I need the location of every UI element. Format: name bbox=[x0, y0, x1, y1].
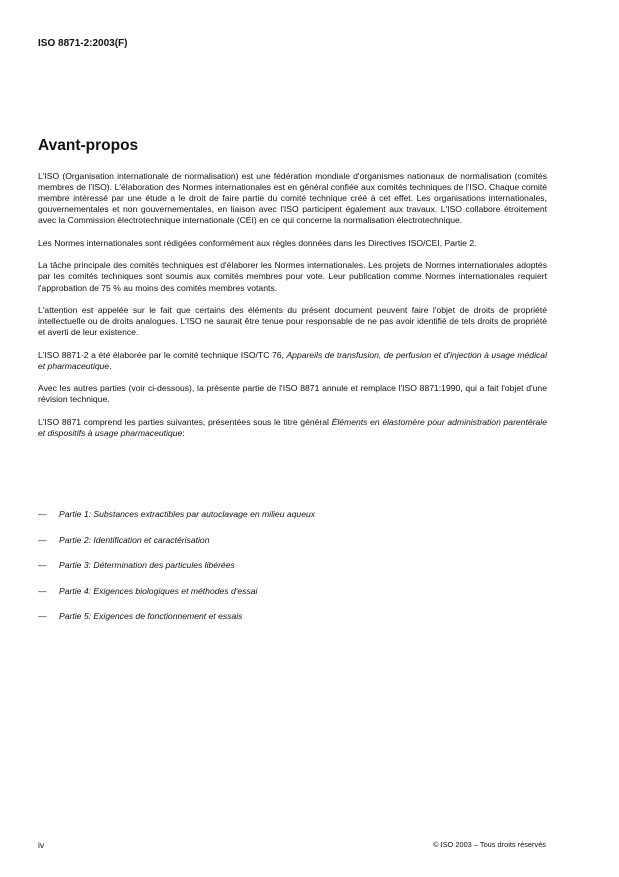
list-item bbox=[38, 586, 547, 612]
paragraph-parts-intro bbox=[38, 417, 547, 439]
parts-intro-end: : bbox=[182, 427, 185, 438]
list-item bbox=[38, 560, 547, 586]
copyright-notice: © ISO 2003 – Tous droits réservés bbox=[433, 840, 546, 849]
page-title: Avant-propos bbox=[38, 137, 139, 154]
list-item bbox=[38, 535, 547, 561]
foreword-body bbox=[38, 171, 547, 450]
paragraph-patent-rights: L'attention est appelée sur le fait que certains des éléments du présent document peuvent faire l'objet de droits de propriété intellectuelle ou de droits analogues. L'ISO ne saurait être tenue pour responsable de ne pas avoir identifié de tels droits de propriété et averti de leur existence. bbox=[38, 305, 547, 338]
parts-list bbox=[38, 509, 547, 637]
part-label: Partie 3: Détermination des particules libérées bbox=[59, 560, 235, 570]
paragraph-replaces: Avec les autres parties (voir ci-dessous), la présente partie de l'ISO 8871 annule et remplace l'ISO 8871:1990, qui a fait l'objet d'une révision technique. bbox=[38, 383, 547, 405]
paragraph-prepared-by bbox=[38, 350, 547, 372]
page-number: iv bbox=[38, 840, 45, 850]
paragraph-directives: Les Normes internationales sont rédigées conformément aux règles données dans les Directives ISO/CEI, Partie 2. bbox=[38, 237, 477, 248]
paragraph-technical-committees: La tâche principale des comités techniques est d'élaborer les Normes internationales. Les projets de Normes internationales adoptés par les comités techniques sont soumis aux comités membres pour vote. Leur publication comme Normes internationales requiert l'approbation de 75 % au moins des comités membres votants. bbox=[38, 260, 547, 293]
part-label: Partie 1: Substances extractibles par autoclavage en milieu aqueux bbox=[59, 509, 316, 519]
em-dash-bullet: — bbox=[38, 509, 47, 519]
part-label: Partie 4: Exigences biologiques et méthodes d'essai bbox=[59, 585, 258, 596]
paragraph-iso-organisation: L'ISO (Organisation internationale de normalisation) est une fédération mondiale d'organismes nationaux de normalisation (comités membres de l'ISO). L'élaboration des Normes internationales est en général confiée aux comités techniques de l'ISO. Chaque comité membre intéressé par une étude a le droit de faire partie du comité technique créé à cet effet. Les organisations internationales, gouvernementales et non gouvernementales, en liaison avec l'ISO participent également aux travaux. L'ISO collabore étroitement avec la Commission électrotechnique internationale (CEI) en ce qui concerne la normalisation électrotechnique. bbox=[38, 171, 547, 226]
general-title: Éléments en élastomère pour administration parentérale et dispositifs à usage pharmaceutique bbox=[38, 416, 547, 438]
parts-intro-text: L'ISO 8871 comprend les parties suivantes, présentées sous le titre général bbox=[38, 416, 332, 427]
prepared-by-text: L'ISO 8871-2 a été élaborée par le comité technique ISO/TC 76, bbox=[38, 349, 287, 360]
em-dash-bullet: — bbox=[38, 611, 47, 621]
em-dash-bullet: — bbox=[38, 585, 47, 596]
committee-title: Appareils de transfusion, de perfusion et d'injection à usage médical et pharmaceutique bbox=[38, 349, 547, 371]
part-label: Partie 2: Identification et caractérisation bbox=[59, 534, 210, 545]
part-label: Partie 5: Exigences de fonctionnement et essais bbox=[59, 611, 243, 621]
em-dash-bullet: — bbox=[38, 560, 47, 570]
list-item bbox=[38, 611, 547, 637]
document-id-header: ISO 8871-2:2003(F) bbox=[38, 38, 128, 49]
list-item bbox=[38, 509, 547, 535]
em-dash-bullet: — bbox=[38, 534, 47, 545]
prepared-by-end: . bbox=[109, 360, 112, 371]
